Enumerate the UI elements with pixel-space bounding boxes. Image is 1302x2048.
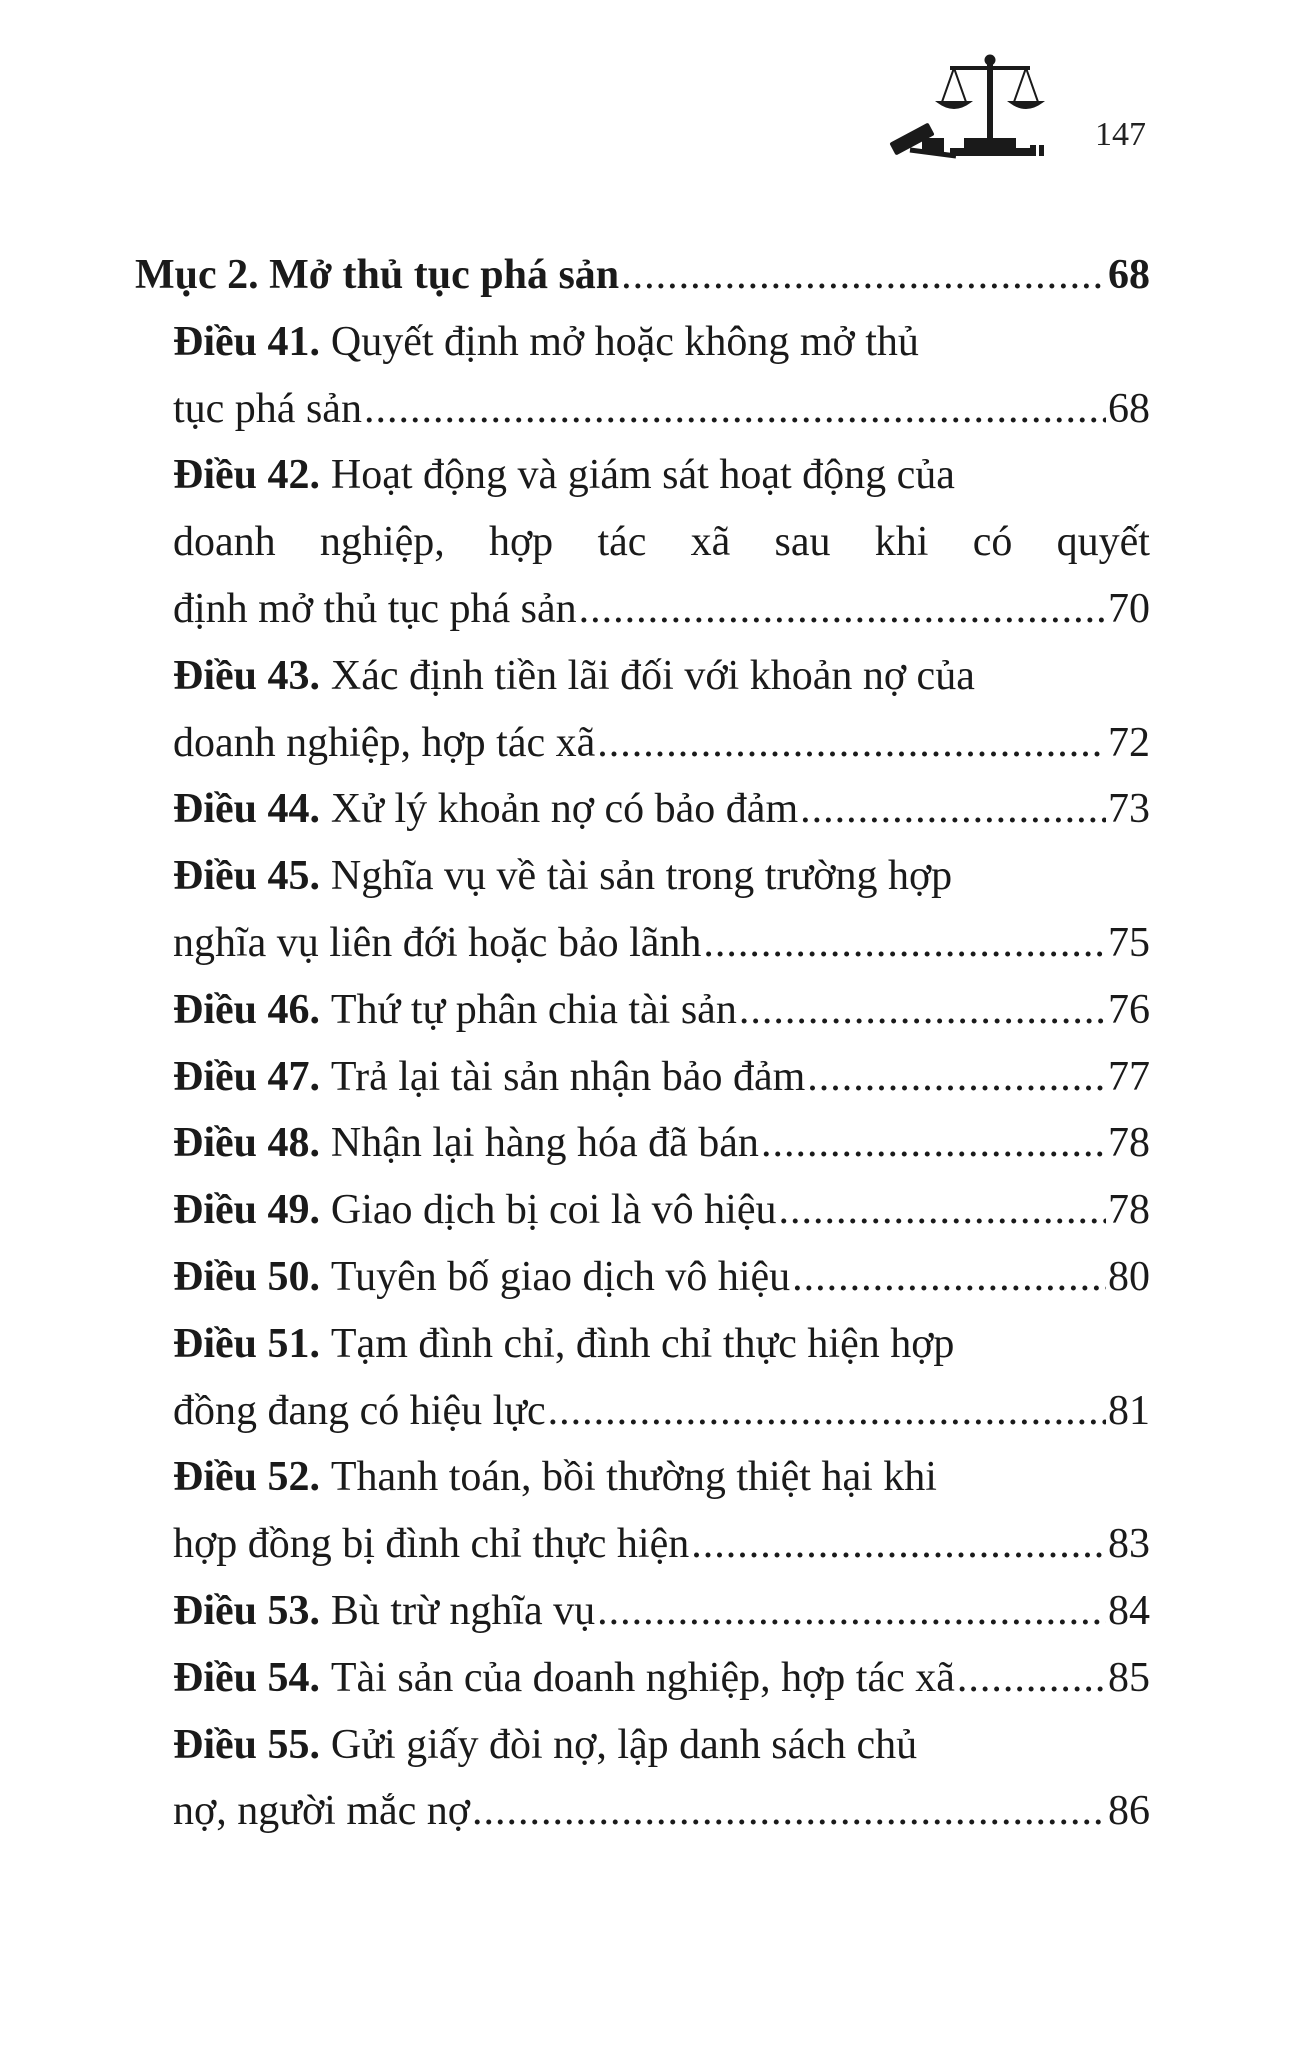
toc-entry-41-cont (135, 376, 1150, 443)
dot-leader (761, 1110, 1106, 1177)
scales-of-justice-and-gavel-icon (880, 50, 1060, 168)
page-ref: 68 (1108, 385, 1150, 432)
toc-entry-42 (135, 442, 1150, 509)
article-title: Gửi giấy đòi nợ, lập danh sách chủ (330, 1721, 918, 1768)
toc-entry-42-cont (135, 509, 1150, 576)
article-title-cont: định mở thủ tục phá sản (173, 585, 577, 632)
table-of-contents (135, 242, 1150, 1845)
page-ref: 68 (1108, 252, 1150, 298)
article-number: Điều 54. (173, 1654, 320, 1701)
dot-leader (621, 242, 1106, 309)
article-number: Điều 43. (173, 652, 320, 699)
article-number: Điều 42. (173, 452, 320, 499)
page-ref: 76 (1108, 986, 1150, 1033)
article-title: Thanh toán, bồi thường thiệt hại khi (330, 1454, 937, 1501)
dot-leader (597, 1578, 1106, 1645)
article-title: Tuyên bố giao dịch vô hiệu (330, 1253, 791, 1300)
dot-leader (807, 1044, 1106, 1111)
toc-entry-55 (135, 1712, 1150, 1779)
dot-leader (792, 1244, 1106, 1311)
article-number: Điều 44. (173, 786, 320, 833)
article-title: Tạm đình chỉ, đình chỉ thực hiện hợp (330, 1320, 955, 1367)
page-ref: 73 (1108, 786, 1150, 833)
toc-entry-43 (135, 643, 1150, 710)
page-ref: 83 (1108, 1521, 1150, 1568)
toc-entry-49 (135, 1177, 1150, 1244)
article-title-cont: đồng đang có hiệu lực (173, 1387, 546, 1434)
article-title: Hoạt động và giám sát hoạt động của (330, 452, 955, 499)
dot-leader (703, 910, 1106, 977)
article-title: Thứ tự phân chia tài sản (330, 986, 737, 1033)
article-title: Xác định tiền lãi đối với khoản nợ của (330, 652, 975, 699)
page-ref: 78 (1108, 1120, 1150, 1167)
article-title: Nhận lại hàng hóa đã bán (330, 1120, 759, 1167)
toc-entry-45 (135, 843, 1150, 910)
article-number: Điều 51. (173, 1320, 320, 1367)
toc-entry-51 (135, 1311, 1150, 1378)
section-title: Mục 2. Mở thủ tục phá sản (135, 252, 620, 298)
article-title: Trả lại tài sản nhận bảo đảm (330, 1053, 806, 1100)
toc-section-heading (135, 242, 1150, 309)
toc-entry-41 (135, 309, 1150, 376)
dot-leader (597, 710, 1106, 777)
dot-leader (548, 1378, 1106, 1445)
page-ref: 81 (1108, 1387, 1150, 1434)
article-title-cont: doanh nghiệp, hợp tác xã sau khi có quyết (173, 519, 1150, 566)
article-title-cont: nợ, người mắc nợ (173, 1788, 471, 1835)
toc-entry-42-cont2 (135, 576, 1150, 643)
article-number: Điều 49. (173, 1187, 320, 1234)
article-number: Điều 41. (173, 318, 320, 365)
dot-leader (579, 576, 1106, 643)
article-number: Điều 47. (173, 1053, 320, 1100)
dot-leader (778, 1177, 1106, 1244)
dot-leader (957, 1645, 1106, 1712)
article-number: Điều 46. (173, 986, 320, 1033)
toc-entry-51-cont (135, 1378, 1150, 1445)
article-number: Điều 52. (173, 1454, 320, 1501)
toc-entry-52 (135, 1444, 1150, 1511)
page-ref: 80 (1108, 1253, 1150, 1300)
article-title-cont: nghĩa vụ liên đới hoặc bảo lãnh (173, 919, 702, 966)
toc-entry-54 (135, 1645, 1150, 1712)
toc-entry-48 (135, 1110, 1150, 1177)
page-ref: 75 (1108, 919, 1150, 966)
toc-entry-52-cont (135, 1511, 1150, 1578)
article-title: Quyết định mở hoặc không mở thủ (330, 318, 919, 365)
article-title: Bù trừ nghĩa vụ (330, 1587, 596, 1634)
page-ref: 72 (1108, 719, 1150, 766)
article-title: Nghĩa vụ về tài sản trong trường hợp (330, 853, 953, 900)
toc-entry-45-cont (135, 910, 1150, 977)
dot-leader (739, 977, 1106, 1044)
article-number: Điều 55. (173, 1721, 320, 1768)
article-title-cont: hợp đồng bị đình chỉ thực hiện (173, 1521, 690, 1568)
page-ref: 85 (1108, 1654, 1150, 1701)
toc-entry-43-cont (135, 710, 1150, 777)
page-ref: 70 (1108, 585, 1150, 632)
page-ref: 86 (1108, 1788, 1150, 1835)
toc-entry-46 (135, 977, 1150, 1044)
article-title: Tài sản của doanh nghiệp, hợp tác xã (330, 1654, 955, 1701)
article-title: Giao dịch bị coi là vô hiệu (330, 1187, 777, 1234)
toc-entry-47 (135, 1044, 1150, 1111)
dot-leader (472, 1778, 1106, 1845)
article-title-cont: tục phá sản (173, 385, 362, 432)
page-number: 147 (1095, 116, 1146, 153)
page-ref: 77 (1108, 1053, 1150, 1100)
page-ref: 78 (1108, 1187, 1150, 1234)
article-number: Điều 53. (173, 1587, 320, 1634)
toc-entry-55-cont (135, 1778, 1150, 1845)
toc-entry-53 (135, 1578, 1150, 1645)
toc-entry-50 (135, 1244, 1150, 1311)
dot-leader (800, 776, 1106, 843)
article-number: Điều 48. (173, 1120, 320, 1167)
article-number: Điều 45. (173, 853, 320, 900)
article-title-cont: doanh nghiệp, hợp tác xã (173, 719, 596, 766)
dot-leader (691, 1511, 1106, 1578)
article-title: Xử lý khoản nợ có bảo đảm (330, 786, 799, 833)
toc-entry-44 (135, 776, 1150, 843)
page-ref: 84 (1108, 1587, 1150, 1634)
dot-leader (364, 376, 1106, 443)
article-number: Điều 50. (173, 1253, 320, 1300)
